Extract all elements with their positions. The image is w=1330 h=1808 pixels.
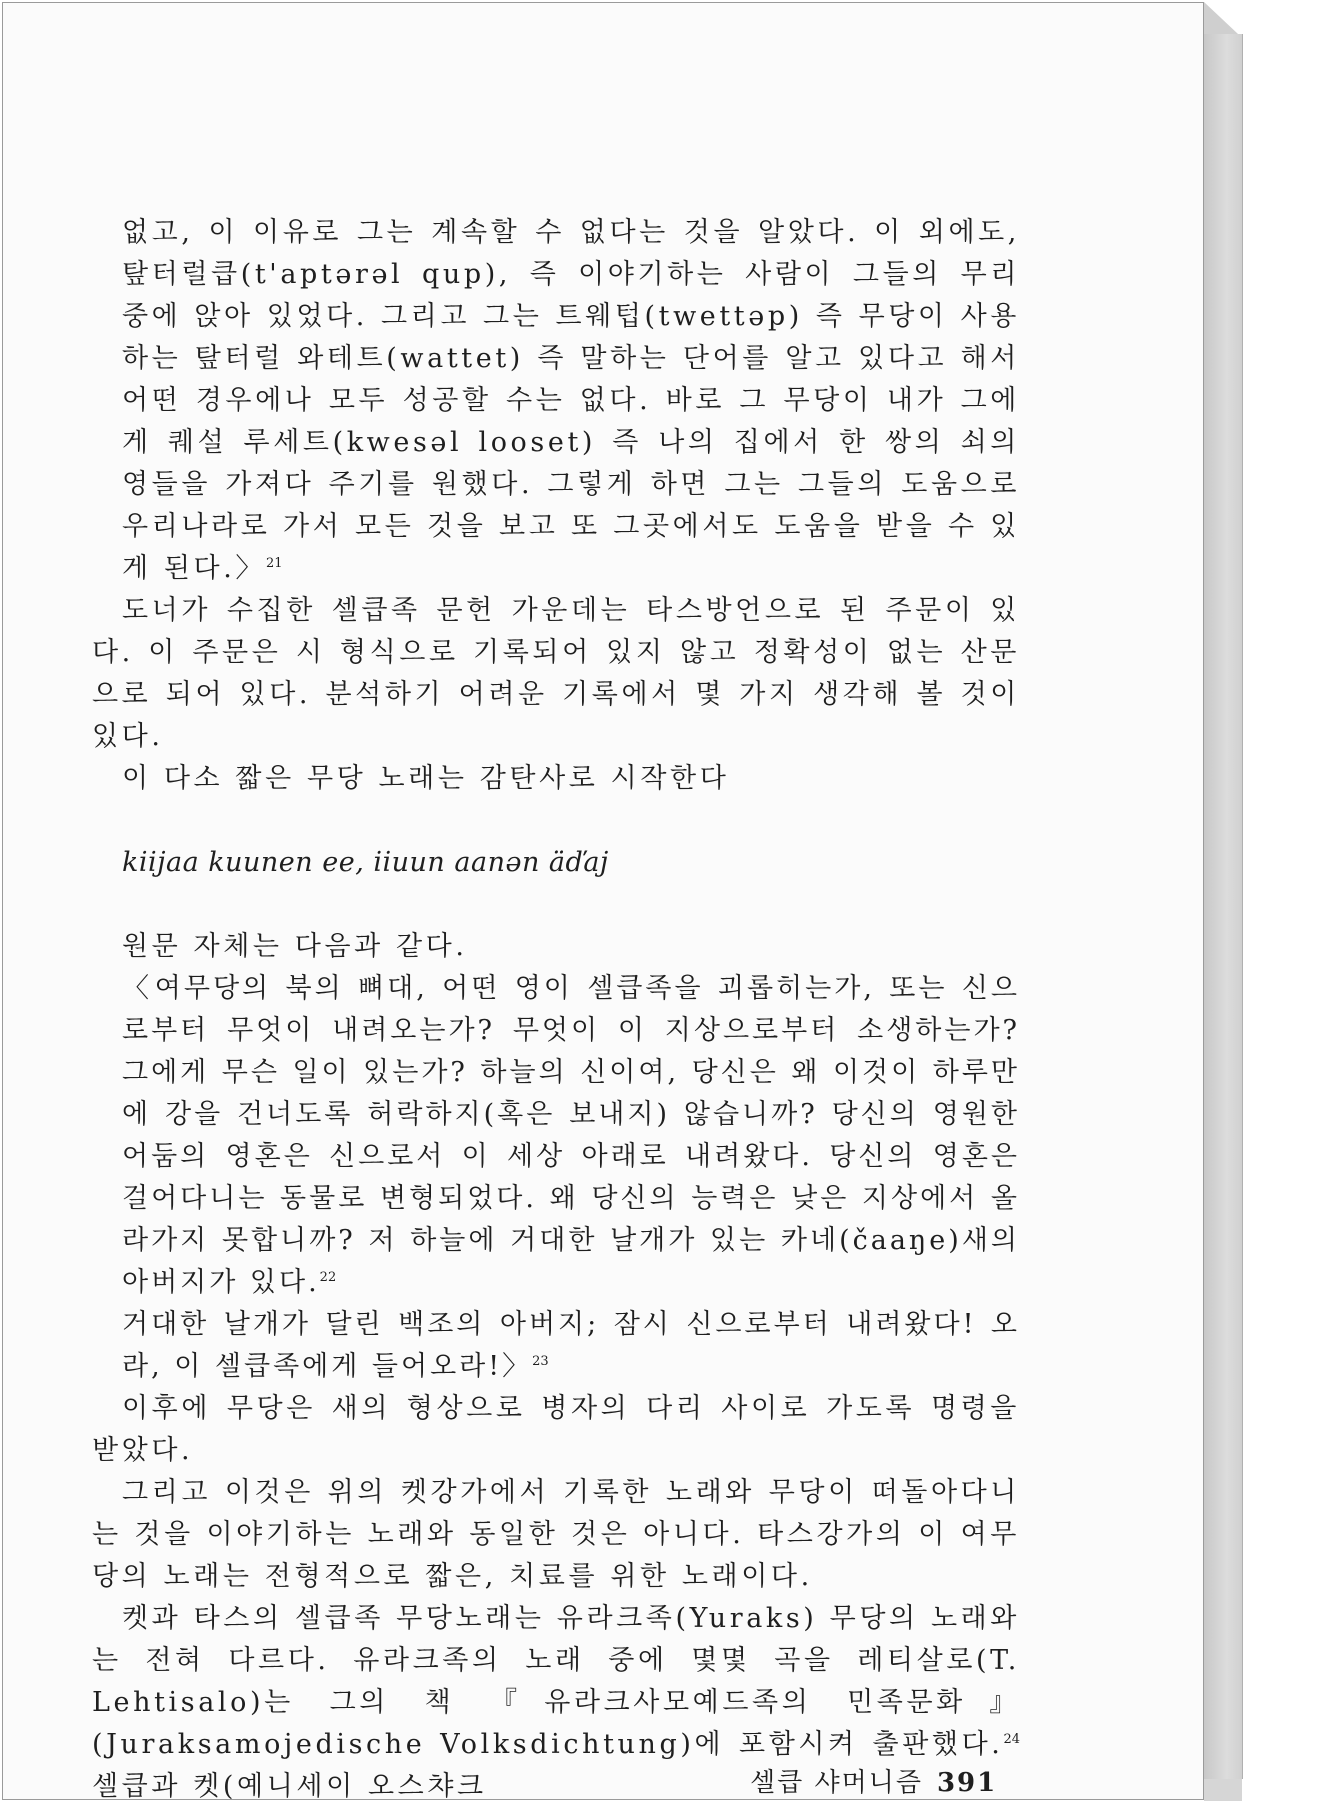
- footnote-marker: 23: [532, 1354, 549, 1369]
- paragraph: 원문 자체는 다음과 같다.: [122, 931, 468, 962]
- paragraph: 이 다소 짧은 무당 노래는 감탄사로 시작한다: [122, 763, 730, 794]
- paragraph: 없고, 이 이유로 그는 계속할 수 없다는 것을 알았다. 이 외에도, 탚터럴큽(t'aptərəl qup), 즉 이야기하는 사람이 그들의 무리 중에 앉아 있었다. 그리고 그는 트웨텁(twettəp) 즉 무당이 사용하는 탚터럴 와테트(wattet) 즉 말하는 단어를 알고 있다고 해서 어떤 경우에나 모두 성공할 수는 없다. 바로 그 무당이 내가 그에게 퀘설 루세트(kwesəl looset) 즉 나의 집에서 한 쌍의 쇠의 영들을 가져다 주기를 원했다. 그렇게 하면 그는 그들의 도움으로 우리나라로 가서 모든 것을 보고 또 그곳에서도 도움을 받을 수 있게 된다.〉$^{21}$: [122, 217, 1020, 584]
- quote-paragraph: 〈여무당의 북의 뼈대, 어떤 영이 셀큽족을 괴롭히는가, 또는 신으로부터 무엇이 내려오는가? 무엇이 이 지상으로부터 소생하는가? 그에게 무슨 일이 있는가? 하늘의 신이여, 당신은 왜 이것이 하루만에 강을 건너도록 허락하지(혹은 보내지) 않습니까? 당신의 영원한 어둠의 영혼은 신으로서 이 세상 아래로 내려왔다. 당신의 영혼은 걸어다니는 동물로 변형되었다. 왜 당신의 능력은 낮은 지상에서 올라가지 못합니까? 저 하늘에 거대한 날개가 있는 카네(čaaŋe)새의 아버지가 있다.$^{22}$: [122, 973, 1020, 1298]
- book-page-stack-bottom: [1204, 1779, 1242, 1801]
- book-page-stack-edge: [1204, 34, 1243, 1779]
- footnote-marker: 21: [266, 556, 283, 571]
- paragraph: 켓과 타스의 셀큽족 무당노래는 유라크족(Yuraks) 무당의 노래와는 전혀 다르다. 유라크족의 노래 중에 몇몇 곡을 레티살로(T. Lehtisalo)는 그의 책 『유라크사모예드족의 민족문화』(Juraksamojedische Volksdichtung)에 포함시켜 출판했다.$^{24}$ 셀큽과 켓(예니세이 오스챠크: [92, 1603, 1020, 1802]
- paragraph: 도너가 수집한 셀큽족 문헌 가운데는 타스방언으로 된 주문이 있다. 이 주문은 시 형식으로 기록되어 있지 않고 정확성이 없는 산문으로 되어 있다. 분석하기 어려운 기록에서 몇 가지 생각해 볼 것이 있다.: [92, 595, 1020, 752]
- running-title: 셀큽 샤머니즘: [750, 1768, 923, 1798]
- footnote-marker: 24: [1003, 1732, 1020, 1747]
- footnote-marker: 22: [319, 1270, 337, 1285]
- page-footer: [750, 1762, 997, 1799]
- paragraph: 그리고 이것은 위의 켓강가에서 기록한 노래와 무당이 떠돌아다니는 것을 이야기하는 노래와 동일한 것은 아니다. 타스강가의 이 여무당의 노래는 전형적으로 짧은, 치료를 위한 노래이다.: [92, 1477, 1020, 1592]
- quote-paragraph: 거대한 날개가 달린 백조의 아버지; 잠시 신으로부터 내려왔다! 오라, 이 셀큽족에게 들어오라!〉$^{23}$: [122, 1309, 1020, 1382]
- paragraph: 이후에 무당은 새의 형상으로 병자의 다리 사이로 가도록 명령을 받았다.: [92, 1393, 1020, 1466]
- page-corner-shadow: [1204, 2, 1238, 34]
- body-text: [92, 212, 1020, 1808]
- verse-line: kiijaa kuunen ee, iiuun aanən äďaj: [122, 847, 609, 878]
- page-number: 391: [936, 1768, 998, 1798]
